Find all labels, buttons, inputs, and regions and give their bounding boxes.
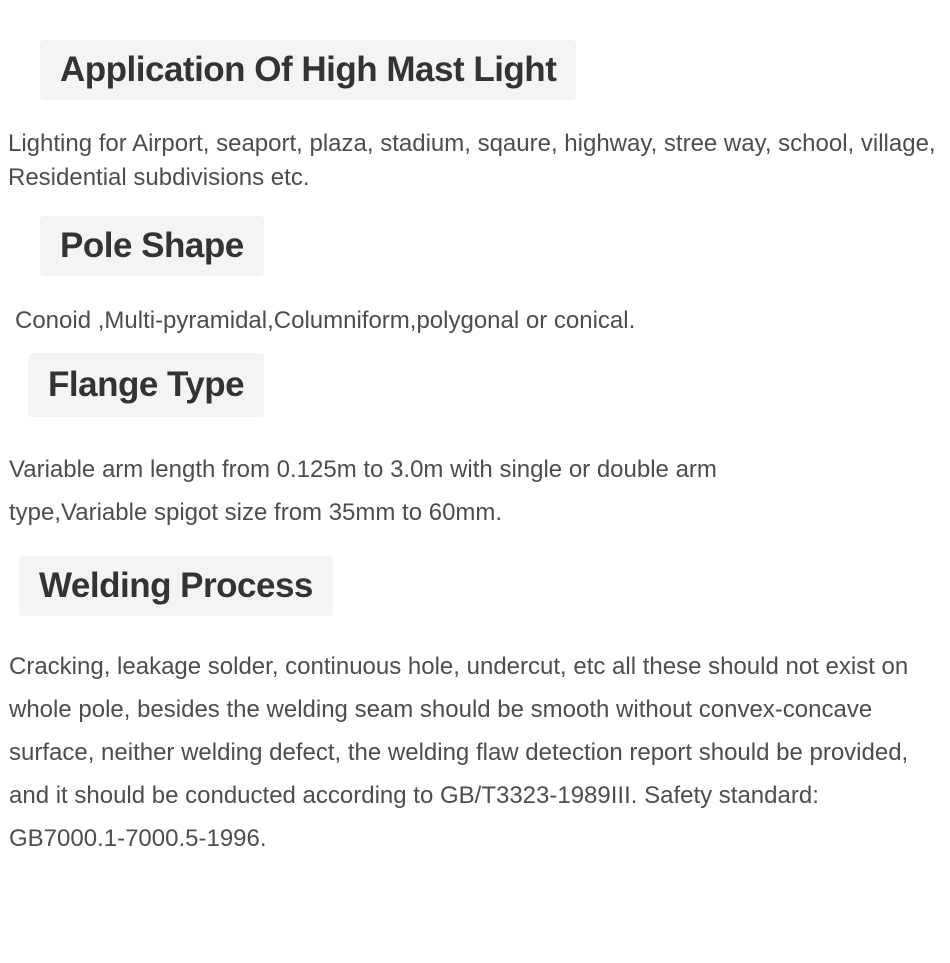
product-description-page [0, 40, 950, 963]
section-heading-application: Application Of High Mast Light [40, 40, 576, 100]
section-body-application: Lighting for Airport, seaport, plaza, stadium, sqaure, highway, stree way, school, village, Residential subdivisions etc. [8, 130, 936, 191]
section-welding-process [0, 556, 950, 860]
section-heading-welding-process: Welding Process [19, 556, 333, 616]
section-pole-shape [0, 216, 950, 338]
section-body-flange-type: Variable arm length from 0.125m to 3.0m with single or double arm type,Variable spigot size from 35mm to 60mm. [9, 456, 717, 526]
section-body-pole-shape: Conoid ,Multi-pyramidal,Columniform,polygonal or conical. [15, 307, 636, 334]
section-heading-pole-shape: Pole Shape [40, 216, 264, 276]
section-flange-type [0, 353, 950, 534]
section-application [0, 40, 950, 195]
section-heading-flange-type: Flange Type [28, 353, 264, 417]
section-body-welding-process: Cracking, leakage solder, continuous hole, undercut, etc all these should not exist on whole pole, besides the welding seam should be smooth without convex-concave surface, neither welding defect, the welding flaw detection report should be provided, and it should be conducted according to GB/T3323-1989III. Safety standard: GB7000.1-7000.5-1996. [9, 653, 909, 852]
